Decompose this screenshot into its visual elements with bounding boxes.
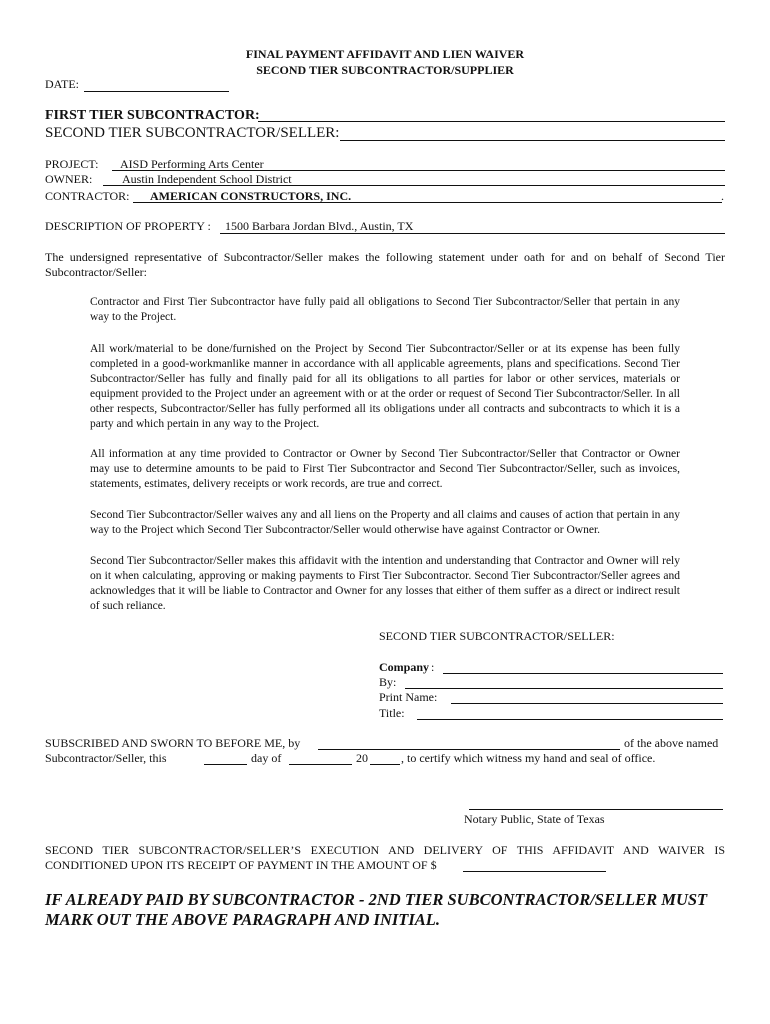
property-value: 1500 Barbara Jordan Blvd., Austin, TX: [225, 219, 414, 233]
property-label: DESCRIPTION OF PROPERTY :: [45, 219, 211, 233]
sworn-text-5: 20: [356, 751, 368, 765]
paragraph-information-true: All information at any time provided to Contractor or Owner by Second Tier Subcontractor/Seller that Contractor or Owner may use to determine amounts to be paid to First Tier Subcontractor and Second Tier Subcontractor/Seller, such as invoices, statements, estimates, delivery receipts or work records, are true and correct.: [90, 448, 680, 490]
date-field[interactable]: [84, 78, 229, 92]
print-name-label: Print Name:: [379, 690, 438, 704]
sworn-text-1: SUBSCRIBED AND SWORN TO BEFORE ME, by: [45, 736, 301, 750]
contractor-value: AMERICAN CONSTRUCTORS, INC.: [150, 189, 352, 203]
sworn-text-3: Subcontractor/Seller, this: [45, 751, 167, 765]
contractor-label: CONTRACTOR:: [45, 189, 130, 203]
sworn-text-6: , to certify which witness my hand and seal of office.: [401, 751, 656, 765]
by-label: By:: [379, 675, 397, 689]
document-subtitle: SECOND TIER SUBCONTRACTOR/SUPPLIER: [256, 63, 514, 77]
first-tier-label: FIRST TIER SUBCONTRACTOR:: [45, 108, 260, 123]
notary-signature-line[interactable]: [469, 797, 723, 810]
company-field[interactable]: [443, 660, 723, 674]
sworn-by-field[interactable]: [318, 736, 620, 750]
project-value: AISD Performing Arts Center: [120, 157, 264, 171]
first-tier-field[interactable]: [258, 108, 725, 122]
title-label: Title:: [379, 706, 405, 720]
sworn-text-2: of the above named: [624, 736, 719, 750]
execution-line-1: SECOND TIER SUBCONTRACTOR/SELLER’S EXECUTION AND DELIVERY OF THIS AFFIDAVIT AND WAIVER IS: [45, 843, 725, 857]
contractor-period: .: [721, 189, 724, 203]
by-field[interactable]: [405, 675, 723, 689]
company-colon: :: [431, 660, 435, 674]
sworn-year-field[interactable]: [370, 751, 400, 765]
paragraph-reliance: Second Tier Subcontractor/Seller makes this affidavit with the intention and understanding that Contractor and Owner will rely on it when calculating, approving or making payments to First Tier Subcontractor. Second Tier Subcontractor/Seller agrees and acknowledges that it will be liable to Contractor and Owner for any losses that either of them suffer as a direct or indirect result of such reliance.: [90, 555, 680, 612]
date-label: DATE:: [45, 77, 79, 91]
title-field[interactable]: [417, 706, 723, 720]
sworn-day-field[interactable]: [204, 751, 247, 765]
document-title: FINAL PAYMENT AFFIDAVIT AND LIEN WAIVER: [245, 47, 525, 61]
owner-value: Austin Independent School District: [122, 172, 292, 186]
already-paid-warning: IF ALREADY PAID BY SUBCONTRACTOR - 2ND TIER SUBCONTRACTOR/SELLER MUST MARK OUT THE ABOVE PARAGRAPH AND INITIAL.: [45, 890, 708, 929]
paragraph-work-completed: All work/material to be done/furnished on the Project by Second Tier Subcontractor/Seller or at its expense has been fully completed in a good-workmanlike manner in accordance with all applicable agreements, plans and specifications. Second Tier Subcontractor/Seller has fully and finally paid for all its obligations to all parties for labor or other services, materials or equipment provided to the Project under an agreement with or at the order or request of Second Tier Subcontractor/Seller. In all other respects, Subcontractor/Seller has fully performed all its obligations under all contracts and subcontracts to which it is a party and which pertain in any way to the Project.: [90, 343, 680, 430]
sworn-text-4: day of: [251, 751, 282, 765]
payment-amount-field[interactable]: [463, 858, 606, 872]
owner-label: OWNER:: [45, 172, 93, 186]
second-tier-field[interactable]: [340, 126, 725, 141]
print-name-field[interactable]: [451, 690, 723, 704]
execution-line-2: CONDITIONED UPON ITS RECEIPT OF PAYMENT IN THE AMOUNT OF $: [45, 858, 437, 872]
signature-heading: SECOND TIER SUBCONTRACTOR/SELLER:: [379, 629, 615, 643]
paragraph-paid-obligations: Contractor and First Tier Subcontractor have fully paid all obligations to Second Tier Subcontractor/Seller that pertain in any way to the Project.: [90, 296, 680, 323]
paragraph-lien-waiver: Second Tier Subcontractor/Seller waives any and all liens on the Property and all claims and causes of action that pertain in any way to the Project which Second Tier Subcontractor/Seller would otherwise have against Contractor or Owner.: [90, 509, 680, 536]
notary-label: Notary Public, State of Texas: [464, 812, 605, 826]
second-tier-label: SECOND TIER SUBCONTRACTOR/SELLER:: [45, 125, 340, 141]
project-label: PROJECT:: [45, 157, 99, 171]
company-label: Company: [379, 660, 430, 674]
sworn-month-field[interactable]: [289, 751, 352, 765]
intro-statement: The undersigned representative of Subcontractor/Seller makes the following statement under oath for and on behalf of Second Tier Subcontractor/Seller:: [45, 250, 725, 279]
